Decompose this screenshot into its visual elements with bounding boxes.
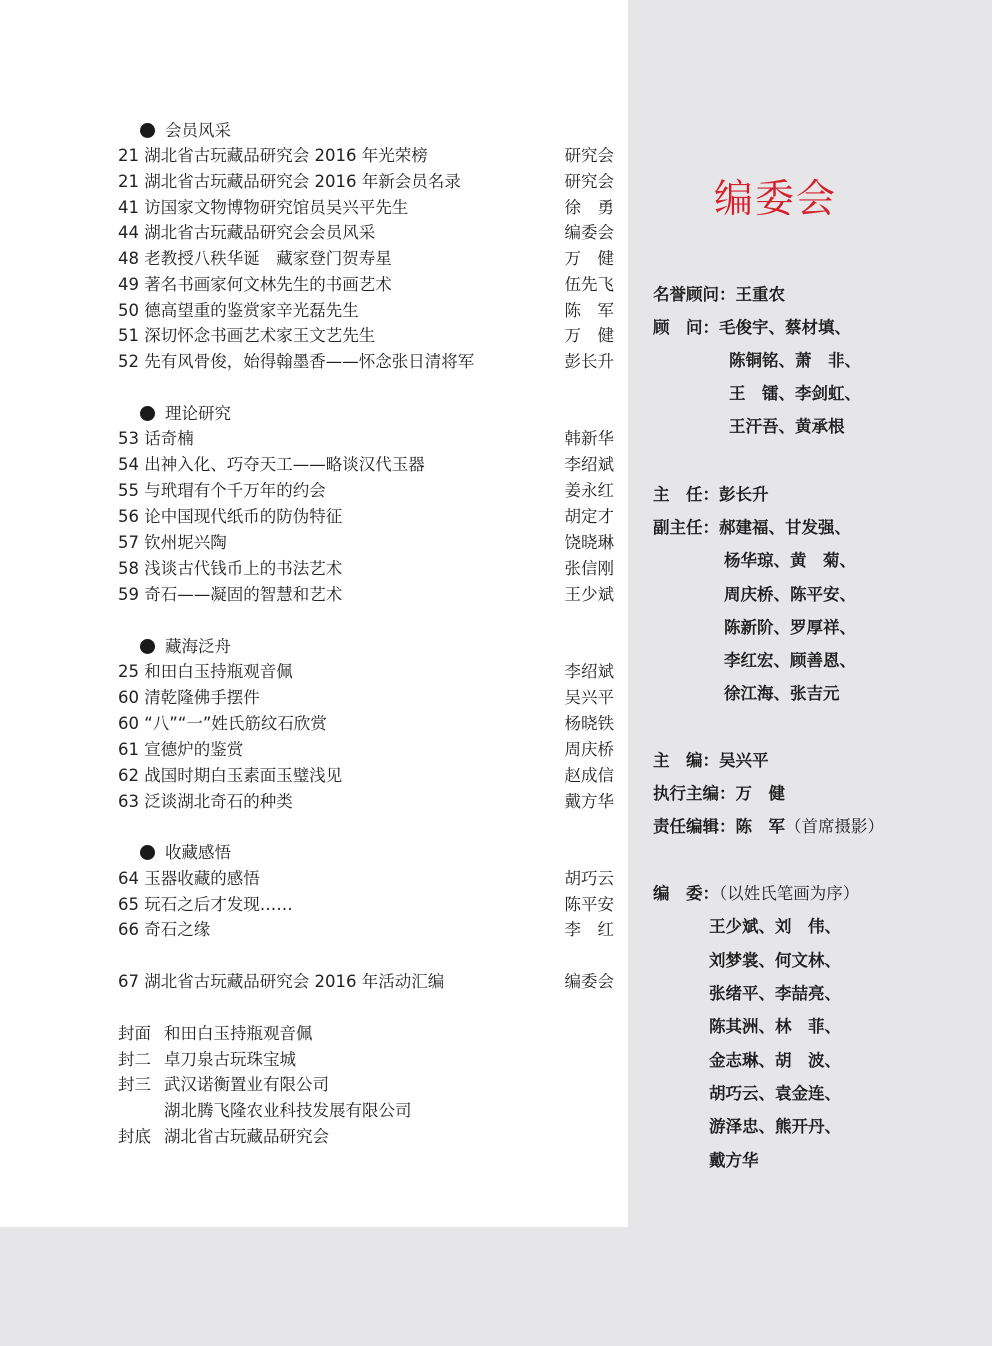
advisors-line: 陈铜铭、萧 非、 <box>729 351 861 370</box>
toc-entry: 21 湖北省古玩藏品研究会 2016 年新会员名录 研究会 <box>118 172 614 191</box>
toc-entry: 63 泛谈湖北奇石的种类 戴方华 <box>118 792 614 811</box>
vice-directors-line: 杨华琼、黄 菊、 <box>724 551 856 570</box>
toc-entry: 64 玉器收藏的感悟 胡巧云 <box>118 869 614 888</box>
section-title: 会员风采 <box>140 121 231 141</box>
toc-entry: 25 和田白玉持瓶观音佩 李绍斌 <box>118 662 614 681</box>
toc-entry: 56 论中国现代纸币的防伪特征 胡定才 <box>118 507 614 526</box>
toc-entry: 51 深切怀念书画艺术家王文艺先生 万 健 <box>118 326 614 345</box>
toc-entry: 57 钦州坭兴陶 饶晓琳 <box>118 533 614 552</box>
toc-entry: 50 德高望重的鉴赏家辛光磊先生 陈 军 <box>118 301 614 320</box>
cover-credit: 封二 卓刀泉古玩珠宝城 <box>118 1050 296 1069</box>
section-title: 理论研究 <box>140 404 231 424</box>
toc-entry: 66 奇石之缘 李 红 <box>118 920 614 939</box>
bullet-icon <box>140 406 155 421</box>
committee-line: 戴方华 <box>709 1151 759 1170</box>
vice-directors-line: 陈新阶、罗厚祥、 <box>724 618 856 637</box>
toc-entry: 55 与玳瑁有个千万年的约会 姜永红 <box>118 481 614 500</box>
toc-entry: 41 访国家文物博物研究馆员吴兴平先生 徐 勇 <box>118 198 614 217</box>
committee-label: 编 委：（以姓氏笔画为序） <box>653 884 860 903</box>
executive-editor: 执行主编：万 健 <box>653 784 785 803</box>
bullet-icon <box>140 123 155 138</box>
honorary-advisor: 名誉顾问：王重农 <box>653 285 785 304</box>
cover-credit: 封三 武汉诺衡置业有限公司 <box>118 1075 329 1094</box>
toc-entry: 60 “八”“一”姓氏筋纹石欣赏 杨晓铁 <box>118 714 614 733</box>
toc-entry: 48 老教授八秩华诞 藏家登门贺寿星 万 健 <box>118 249 614 268</box>
toc-entry: 65 玩石之后才发现…… 陈平安 <box>118 895 614 914</box>
toc-entry: 67 湖北省古玩藏品研究会 2016 年活动汇编 编委会 <box>118 972 614 991</box>
toc-entry: 59 奇石——凝固的智慧和艺术 王少斌 <box>118 585 614 604</box>
advisors-line: 王 镭、李剑虹、 <box>729 384 861 403</box>
bullet-icon <box>140 845 155 860</box>
responsible-editor: 责任编辑：陈 军（首席摄影） <box>653 817 884 836</box>
toc-entry: 44 湖北省古玩藏品研究会会员风采 编委会 <box>118 223 614 242</box>
vice-directors-line: 李红宏、顾善恩、 <box>724 651 856 670</box>
bullet-icon <box>140 639 155 654</box>
toc-entry: 52 先有风骨俊，始得翰墨香——怀念张日清将军 彭长升 <box>118 352 614 371</box>
cover-credit: 封底 湖北省古玩藏品研究会 <box>118 1127 329 1146</box>
toc-entry: 58 浅谈古代钱币上的书法艺术 张信刚 <box>118 559 614 578</box>
editorial-title: 编委会 <box>714 177 838 222</box>
toc-entry: 54 出神入化、巧夺天工——略谈汉代玉器 李绍斌 <box>118 455 614 474</box>
cover-credit: 封面 和田白玉持瓶观音佩 <box>118 1024 313 1043</box>
toc-entry: 21 湖北省古玩藏品研究会 2016 年光荣榜 研究会 <box>118 146 614 165</box>
committee-line: 刘梦裳、何文林、 <box>709 951 841 970</box>
committee-line: 胡巧云、袁金连、 <box>709 1084 841 1103</box>
director: 主 任：彭长升 <box>653 485 769 504</box>
vice-directors-line: 周庆桥、陈平安、 <box>724 585 856 604</box>
toc-entry: 60 清乾隆佛手摆件 吴兴平 <box>118 688 614 707</box>
committee-line: 游泽忠、熊开丹、 <box>709 1117 841 1136</box>
cover-credit: 湖北腾飞隆农业科技发展有限公司 <box>164 1101 412 1120</box>
vice-directors-line: 徐江海、张吉元 <box>724 684 840 703</box>
committee-line: 张绪平、李喆亮、 <box>709 984 841 1003</box>
committee-line: 金志琳、胡 波、 <box>709 1051 841 1070</box>
chief-editor: 主 编：吴兴平 <box>653 751 769 770</box>
toc-entry: 49 著名书画家何文林先生的书画艺术 伍先飞 <box>118 275 614 294</box>
advisors-line: 王汗吾、黄承根 <box>729 417 845 436</box>
committee-line: 王少斌、刘 伟、 <box>709 917 841 936</box>
section-title: 收藏感悟 <box>140 843 231 863</box>
advisors-label: 顾 问：毛俊宇、蔡材填、 <box>653 318 851 337</box>
toc-entry: 61 宣德炉的鉴赏 周庆桥 <box>118 740 614 759</box>
committee-line: 陈其洲、林 菲、 <box>709 1017 841 1036</box>
toc-entry: 62 战国时期白玉素面玉璧浅见 赵成信 <box>118 766 614 785</box>
vice-directors-label: 副主任：郝建福、甘发强、 <box>653 518 851 537</box>
toc-entry: 53 话奇楠 韩新华 <box>118 429 614 448</box>
section-title: 藏海泛舟 <box>140 637 231 657</box>
